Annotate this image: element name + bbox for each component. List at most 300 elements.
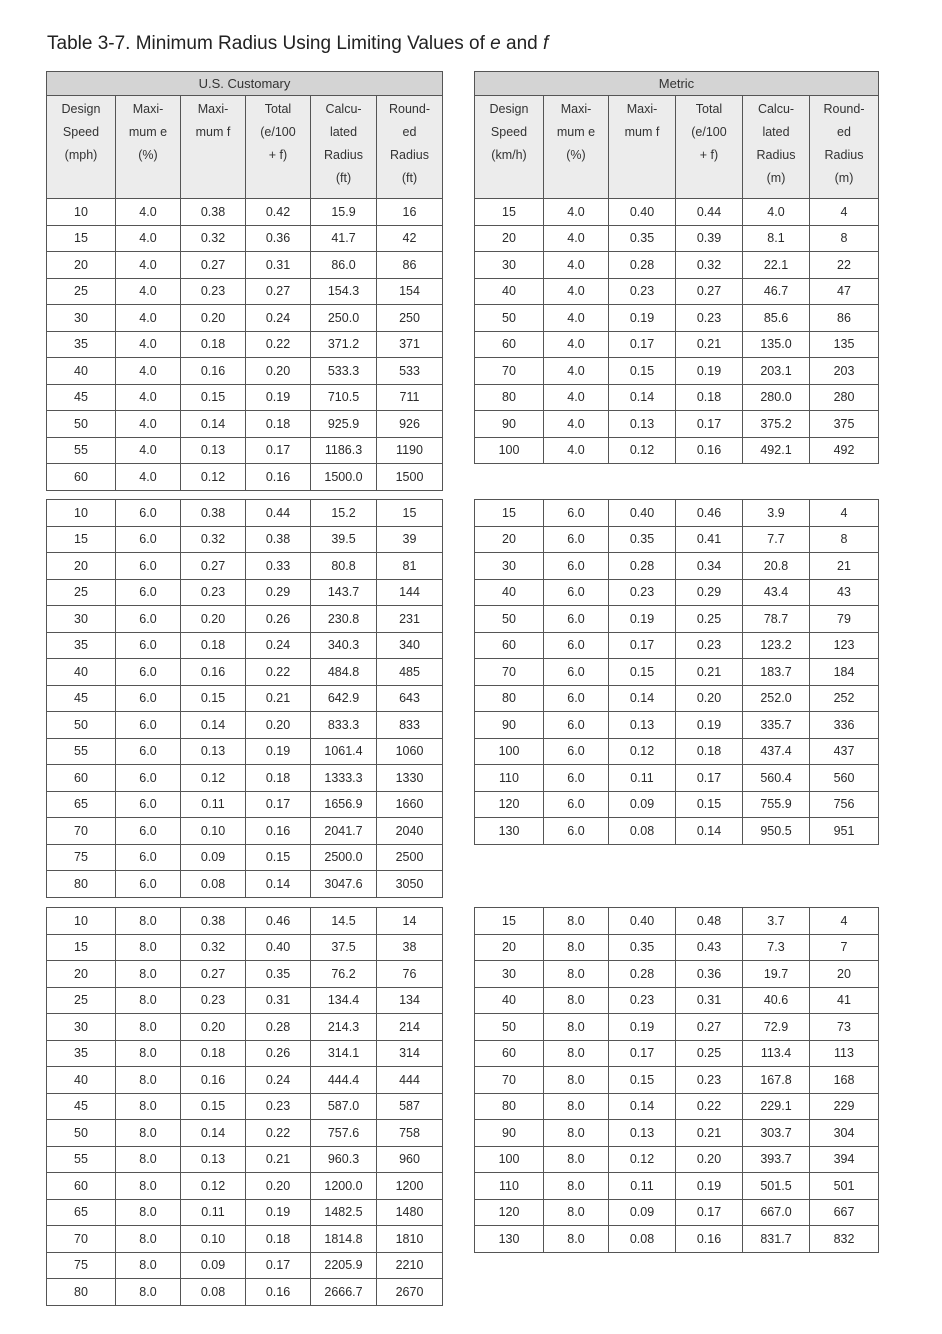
table-cell: 0.16 xyxy=(676,437,743,464)
table-cell: 4.0 xyxy=(544,437,609,464)
table-cell: 19.7 xyxy=(743,961,810,988)
table-cell: 60 xyxy=(475,1040,544,1067)
table-row xyxy=(47,1146,443,1173)
table-cell: 8.0 xyxy=(544,1014,609,1041)
table-cell: 120 xyxy=(475,1199,544,1226)
table-cell: 4.0 xyxy=(116,358,181,385)
table-cell: 3047.6 xyxy=(311,871,377,898)
table-cell: 203.1 xyxy=(743,358,810,385)
table-cell: 0.36 xyxy=(246,225,311,252)
table-cell: 0.19 xyxy=(246,384,311,411)
us-customary-table-emax-4 xyxy=(46,71,443,491)
table-cell: 30 xyxy=(475,961,544,988)
table-cell: 0.08 xyxy=(181,1279,246,1306)
table-cell: 72.9 xyxy=(743,1014,810,1041)
table-cell: 0.20 xyxy=(246,358,311,385)
table-cell: 60 xyxy=(475,632,544,659)
table-cell: 0.28 xyxy=(246,1014,311,1041)
table-cell: 80.8 xyxy=(311,553,377,580)
table-cell: 533.3 xyxy=(311,358,377,385)
table-cell: 7.7 xyxy=(743,526,810,553)
table-cell: 123.2 xyxy=(743,632,810,659)
table-cell: 304 xyxy=(810,1120,879,1147)
table-cell: 45 xyxy=(47,1093,116,1120)
table-row xyxy=(47,437,443,464)
table-cell: 6.0 xyxy=(116,500,181,527)
table-cell: 0.27 xyxy=(181,553,246,580)
table-cell: 6.0 xyxy=(116,685,181,712)
table-cell: 0.44 xyxy=(246,500,311,527)
table-cell: 15 xyxy=(377,500,443,527)
table-cell: 4.0 xyxy=(116,464,181,491)
table-row xyxy=(475,934,879,961)
table-row xyxy=(475,1067,879,1094)
table-cell: 0.42 xyxy=(246,199,311,226)
table-cell: 0.27 xyxy=(181,961,246,988)
table-cell: 0.17 xyxy=(676,411,743,438)
table-cell: 314.1 xyxy=(311,1040,377,1067)
table-row xyxy=(475,685,879,712)
table-row xyxy=(47,1199,443,1226)
table-cell: 8.0 xyxy=(116,1093,181,1120)
table-cell: 0.31 xyxy=(676,987,743,1014)
table-row xyxy=(475,305,879,332)
table-cell: 41.7 xyxy=(311,225,377,252)
table-cell: 0.23 xyxy=(246,1093,311,1120)
us-column-header xyxy=(181,96,246,199)
table-cell: 50 xyxy=(47,1120,116,1147)
table-cell: 78.7 xyxy=(743,606,810,633)
table-cell: 40 xyxy=(47,659,116,686)
table-row xyxy=(475,712,879,739)
table-row xyxy=(475,738,879,765)
table-cell: 8.0 xyxy=(544,1093,609,1120)
table-cell: 831.7 xyxy=(743,1226,810,1253)
table-cell: 7.3 xyxy=(743,934,810,961)
table-cell: 0.46 xyxy=(676,500,743,527)
table-cell: 0.17 xyxy=(246,1252,311,1279)
table-cell: 756 xyxy=(810,791,879,818)
table-cell: 0.21 xyxy=(246,1146,311,1173)
table-cell: 50 xyxy=(47,411,116,438)
table-cell: 60 xyxy=(475,331,544,358)
table-cell: 130 xyxy=(475,818,544,845)
us-column-header xyxy=(116,96,181,199)
table-cell: 533 xyxy=(377,358,443,385)
metric-section-heading: Metric xyxy=(475,72,879,96)
table-cell: 1061.4 xyxy=(311,738,377,765)
table-cell: 0.43 xyxy=(676,934,743,961)
table-cell: 0.17 xyxy=(609,632,676,659)
table-cell: 75 xyxy=(47,1252,116,1279)
table-cell: 100 xyxy=(475,1146,544,1173)
table-cell: 1810 xyxy=(377,1226,443,1253)
table-cell: 6.0 xyxy=(116,606,181,633)
table-cell: 4.0 xyxy=(116,199,181,226)
table-cell: 38 xyxy=(377,934,443,961)
table-cell: 960 xyxy=(377,1146,443,1173)
table-row xyxy=(47,199,443,226)
table-row xyxy=(475,791,879,818)
table-cell: 0.16 xyxy=(676,1226,743,1253)
table-cell: 144 xyxy=(377,579,443,606)
table-row xyxy=(475,606,879,633)
table-cell: 6.0 xyxy=(116,871,181,898)
table-row xyxy=(475,199,879,226)
metric-column-header xyxy=(544,96,609,199)
table-cell: 43 xyxy=(810,579,879,606)
table-row xyxy=(475,579,879,606)
table-cell: 1814.8 xyxy=(311,1226,377,1253)
table-cell: 8.0 xyxy=(544,1067,609,1094)
table-cell: 70 xyxy=(475,659,544,686)
table-cell: 0.35 xyxy=(609,526,676,553)
table-cell: 0.17 xyxy=(609,1040,676,1067)
table-row xyxy=(475,1040,879,1067)
us-column-header xyxy=(246,96,311,199)
table-cell: 4.0 xyxy=(544,384,609,411)
table-cell: 4.0 xyxy=(544,331,609,358)
table-row xyxy=(47,384,443,411)
table-cell: 1660 xyxy=(377,791,443,818)
table-cell: 6.0 xyxy=(544,818,609,845)
table-row xyxy=(47,1279,443,1306)
us-column-header xyxy=(311,96,377,199)
column-header-label: Maxi- mum e (%) xyxy=(128,102,168,162)
table-cell: 0.18 xyxy=(181,331,246,358)
table-cell: 0.11 xyxy=(181,1199,246,1226)
table-row xyxy=(47,1226,443,1253)
table-cell: 80 xyxy=(475,1093,544,1120)
table-cell: 0.35 xyxy=(609,225,676,252)
table-cell: 35 xyxy=(47,331,116,358)
table-cell: 0.22 xyxy=(246,659,311,686)
table-row xyxy=(47,961,443,988)
table-cell: 4.0 xyxy=(544,252,609,279)
table-cell: 90 xyxy=(475,712,544,739)
us-section-heading: U.S. Customary xyxy=(47,72,443,96)
table-cell: 8.0 xyxy=(116,1146,181,1173)
table-cell: 335.7 xyxy=(743,712,810,739)
table-cell: 0.22 xyxy=(246,1120,311,1147)
table-cell: 0.46 xyxy=(246,908,311,935)
table-cell: 3050 xyxy=(377,871,443,898)
table-cell: 20 xyxy=(47,252,116,279)
table-cell: 10 xyxy=(47,908,116,935)
table-row xyxy=(47,685,443,712)
table-cell: 113.4 xyxy=(743,1040,810,1067)
table-cell: 40 xyxy=(47,358,116,385)
table-cell: 0.18 xyxy=(676,738,743,765)
table-cell: 1333.3 xyxy=(311,765,377,792)
table-cell: 0.44 xyxy=(676,199,743,226)
metric-table-emax-4 xyxy=(474,71,879,464)
metric-table-emax-8 xyxy=(474,907,879,1253)
table-cell: 0.23 xyxy=(676,305,743,332)
table-cell: 0.14 xyxy=(181,411,246,438)
table-row xyxy=(47,987,443,1014)
table-cell: 757.6 xyxy=(311,1120,377,1147)
table-row xyxy=(47,1093,443,1120)
table-cell: 8.0 xyxy=(116,1173,181,1200)
table-cell: 22 xyxy=(810,252,879,279)
table-cell: 229.1 xyxy=(743,1093,810,1120)
table-cell: 40 xyxy=(475,987,544,1014)
table-cell: 4.0 xyxy=(544,358,609,385)
table-row xyxy=(47,252,443,279)
table-cell: 25 xyxy=(47,579,116,606)
table-row xyxy=(475,818,879,845)
table-cell: 0.15 xyxy=(246,844,311,871)
table-row xyxy=(475,1226,879,1253)
table-cell: 45 xyxy=(47,384,116,411)
table-cell: 40 xyxy=(475,579,544,606)
table-cell: 6.0 xyxy=(116,765,181,792)
table-cell: 0.24 xyxy=(246,1067,311,1094)
table-cell: 8.0 xyxy=(116,1067,181,1094)
table-cell: 0.29 xyxy=(676,579,743,606)
table-cell: 832 xyxy=(810,1226,879,1253)
table-cell: 154 xyxy=(377,278,443,305)
table-cell: 0.18 xyxy=(676,384,743,411)
table-cell: 0.16 xyxy=(246,818,311,845)
table-cell: 0.23 xyxy=(609,278,676,305)
table-cell: 4.0 xyxy=(544,225,609,252)
table-cell: 0.14 xyxy=(181,1120,246,1147)
table-cell: 15 xyxy=(475,500,544,527)
metric-column-header xyxy=(743,96,810,199)
table-cell: 4.0 xyxy=(116,411,181,438)
table-cell: 20 xyxy=(47,553,116,580)
table-cell: 20.8 xyxy=(743,553,810,580)
table-cell: 6.0 xyxy=(544,791,609,818)
table-cell: 2500 xyxy=(377,844,443,871)
us-column-header xyxy=(377,96,443,199)
table-cell: 0.14 xyxy=(246,871,311,898)
table-cell: 22.1 xyxy=(743,252,810,279)
metric-column-header xyxy=(676,96,743,199)
table-cell: 90 xyxy=(475,411,544,438)
table-cell: 4 xyxy=(810,199,879,226)
table-cell: 46.7 xyxy=(743,278,810,305)
table-cell: 8.0 xyxy=(544,1040,609,1067)
metric-column-header xyxy=(475,96,544,199)
table-cell: 0.32 xyxy=(181,934,246,961)
table-cell: 3.9 xyxy=(743,500,810,527)
table-cell: 0.16 xyxy=(181,358,246,385)
table-row xyxy=(475,437,879,464)
table-cell: 0.13 xyxy=(181,738,246,765)
table-cell: 7 xyxy=(810,934,879,961)
table-cell: 280 xyxy=(810,384,879,411)
table-cell: 203 xyxy=(810,358,879,385)
table-cell: 20 xyxy=(47,961,116,988)
table-cell: 0.21 xyxy=(246,685,311,712)
table-cell: 80 xyxy=(47,871,116,898)
table-cell: 15 xyxy=(47,225,116,252)
table-cell: 960.3 xyxy=(311,1146,377,1173)
table-cell: 1200.0 xyxy=(311,1173,377,1200)
table-cell: 250 xyxy=(377,305,443,332)
table-cell: 39 xyxy=(377,526,443,553)
table-row xyxy=(475,1199,879,1226)
table-cell: 0.08 xyxy=(609,1226,676,1253)
table-cell: 0.20 xyxy=(246,1173,311,1200)
table-row xyxy=(475,908,879,935)
title-and: and xyxy=(500,33,544,54)
table-cell: 8.0 xyxy=(544,1226,609,1253)
table-row xyxy=(47,579,443,606)
table-row xyxy=(475,500,879,527)
table-cell: 492 xyxy=(810,437,879,464)
table-cell: 41 xyxy=(810,987,879,1014)
table-cell: 15 xyxy=(475,908,544,935)
table-cell: 6.0 xyxy=(544,553,609,580)
table-row xyxy=(47,1014,443,1041)
table-cell: 0.17 xyxy=(246,791,311,818)
table-cell: 42 xyxy=(377,225,443,252)
table-cell: 4.0 xyxy=(116,305,181,332)
table-cell: 37.5 xyxy=(311,934,377,961)
table-cell: 0.19 xyxy=(246,1199,311,1226)
table-cell: 4.0 xyxy=(116,384,181,411)
table-cell: 485 xyxy=(377,659,443,686)
table-cell: 40 xyxy=(47,1067,116,1094)
table-cell: 394 xyxy=(810,1146,879,1173)
table-cell: 8.0 xyxy=(116,1040,181,1067)
table-cell: 0.09 xyxy=(609,791,676,818)
table-cell: 833.3 xyxy=(311,712,377,739)
table-row xyxy=(475,411,879,438)
table-cell: 55 xyxy=(47,437,116,464)
table-cell: 0.11 xyxy=(609,1173,676,1200)
table-cell: 0.31 xyxy=(246,987,311,1014)
table-cell: 10 xyxy=(47,199,116,226)
table-cell: 0.09 xyxy=(181,1252,246,1279)
table-row xyxy=(475,1120,879,1147)
table-cell: 0.38 xyxy=(181,500,246,527)
table-cell: 252 xyxy=(810,685,879,712)
table-cell: 1190 xyxy=(377,437,443,464)
table-cell: 14 xyxy=(377,908,443,935)
table-cell: 444.4 xyxy=(311,1067,377,1094)
table-cell: 0.34 xyxy=(676,553,743,580)
table-cell: 130 xyxy=(475,1226,544,1253)
table-row xyxy=(475,659,879,686)
table-cell: 0.23 xyxy=(609,987,676,1014)
table-cell: 0.23 xyxy=(181,579,246,606)
table-cell: 0.13 xyxy=(181,437,246,464)
table-cell: 6.0 xyxy=(116,659,181,686)
table-cell: 168 xyxy=(810,1067,879,1094)
table-cell: 951 xyxy=(810,818,879,845)
table-cell: 2040 xyxy=(377,818,443,845)
table-cell: 0.13 xyxy=(181,1146,246,1173)
table-cell: 1330 xyxy=(377,765,443,792)
table-cell: 8.0 xyxy=(544,1146,609,1173)
table-cell: 6.0 xyxy=(116,553,181,580)
table-cell: 0.14 xyxy=(676,818,743,845)
us-column-header xyxy=(47,96,116,199)
table-cell: 81 xyxy=(377,553,443,580)
table-cell: 20 xyxy=(475,526,544,553)
table-cell: 100 xyxy=(475,738,544,765)
table-cell: 2666.7 xyxy=(311,1279,377,1306)
table-cell: 340 xyxy=(377,632,443,659)
table-cell: 1500.0 xyxy=(311,464,377,491)
table-cell: 444 xyxy=(377,1067,443,1094)
table-cell: 0.21 xyxy=(676,659,743,686)
table-cell: 0.09 xyxy=(609,1199,676,1226)
table-row xyxy=(47,1252,443,1279)
table-cell: 0.20 xyxy=(181,305,246,332)
table-cell: 0.27 xyxy=(676,1014,743,1041)
table-cell: 0.25 xyxy=(676,606,743,633)
table-cell: 0.09 xyxy=(181,844,246,871)
table-cell: 123 xyxy=(810,632,879,659)
table-cell: 711 xyxy=(377,384,443,411)
table-cell: 230.8 xyxy=(311,606,377,633)
table-cell: 231 xyxy=(377,606,443,633)
table-cell: 0.38 xyxy=(181,199,246,226)
table-cell: 0.17 xyxy=(246,437,311,464)
table-row xyxy=(47,464,443,491)
table-cell: 8.0 xyxy=(544,908,609,935)
table-cell: 8.1 xyxy=(743,225,810,252)
table-cell: 21 xyxy=(810,553,879,580)
table-cell: 183.7 xyxy=(743,659,810,686)
table-row xyxy=(47,908,443,935)
table-cell: 4.0 xyxy=(116,437,181,464)
table-row xyxy=(47,278,443,305)
table-cell: 0.13 xyxy=(609,712,676,739)
table-cell: 0.29 xyxy=(246,579,311,606)
table-cell: 8.0 xyxy=(116,908,181,935)
table-cell: 8.0 xyxy=(544,1199,609,1226)
table-cell: 0.32 xyxy=(181,225,246,252)
table-cell: 229 xyxy=(810,1093,879,1120)
table-cell: 6.0 xyxy=(544,712,609,739)
table-cell: 50 xyxy=(475,606,544,633)
table-cell: 45 xyxy=(47,685,116,712)
table-row xyxy=(47,934,443,961)
table-row xyxy=(475,553,879,580)
table-cell: 113 xyxy=(810,1040,879,1067)
table-cell: 1060 xyxy=(377,738,443,765)
table-cell: 0.11 xyxy=(609,765,676,792)
table-cell: 336 xyxy=(810,712,879,739)
table-cell: 167.8 xyxy=(743,1067,810,1094)
table-cell: 16 xyxy=(377,199,443,226)
table-row xyxy=(47,1067,443,1094)
page-title xyxy=(47,33,548,55)
table-cell: 1186.3 xyxy=(311,437,377,464)
table-cell: 0.15 xyxy=(609,1067,676,1094)
table-cell: 8.0 xyxy=(116,1120,181,1147)
table-cell: 47 xyxy=(810,278,879,305)
table-row xyxy=(47,305,443,332)
table-cell: 0.19 xyxy=(609,606,676,633)
table-row xyxy=(47,358,443,385)
table-cell: 70 xyxy=(475,358,544,385)
table-cell: 8.0 xyxy=(544,1120,609,1147)
table-cell: 39.5 xyxy=(311,526,377,553)
table-cell: 15 xyxy=(47,526,116,553)
table-cell: 0.10 xyxy=(181,818,246,845)
table-row xyxy=(475,526,879,553)
table-cell: 0.39 xyxy=(676,225,743,252)
table-cell: 4.0 xyxy=(544,199,609,226)
